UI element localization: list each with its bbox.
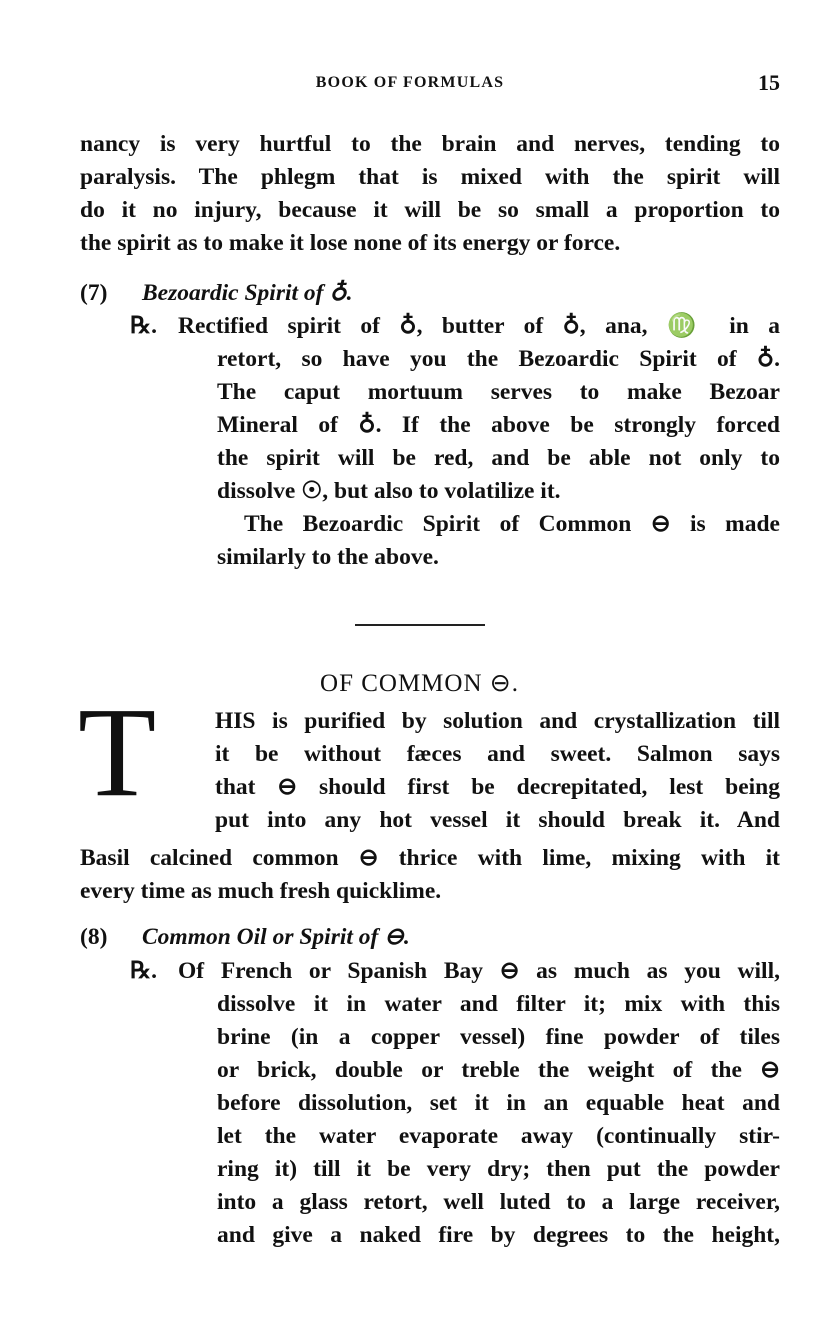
section-divider (355, 624, 485, 626)
recipe-7-heading (80, 278, 352, 307)
text-line: it be without fæces and sweet. Salmon says (215, 741, 780, 767)
text-line: brine (in a copper vessel) fine powder of tiles (217, 1024, 780, 1050)
page-number: 15 (758, 70, 780, 95)
recipe-number: (8) (80, 924, 108, 950)
text-line: Mineral of ♁. If the above be strongly forced (217, 412, 780, 438)
recipe-8-body (217, 988, 780, 1252)
section-intro (215, 705, 780, 837)
section-title: OF COMMON ⊖. (320, 670, 519, 697)
text-line: paralysis. The phlegm that is mixed with the spirit will (80, 164, 780, 190)
text-line: do it no injury, because it will be so small a proportion to (80, 197, 780, 223)
text-line: nancy is very hurtful to the brain and nerves, tending to (80, 131, 780, 157)
text-line: Basil calcined common ⊖ thrice with lime, mixing with it (80, 845, 780, 871)
text-line: every time as much fresh quicklime. (80, 878, 442, 904)
text-line: put into any hot vessel it should break it. And (215, 807, 780, 833)
text-line: Of French or Spanish Bay ⊖ as much as you will, (178, 958, 780, 984)
text-line: and give a naked fire by degrees to the height, (217, 1222, 780, 1248)
text-line: the spirit as to make it lose none of its energy or force. (80, 230, 621, 256)
section-paragraph (80, 842, 780, 908)
text-line: similarly to the above. (217, 544, 439, 570)
recipe-title: Bezoardic Spirit of ♁. (142, 280, 353, 306)
continuation-paragraph (80, 128, 780, 260)
text-line: The caput mortuum serves to make Bezoar (217, 379, 780, 405)
recipe-symbol: ℞. (130, 313, 157, 339)
recipe-8-first-line (130, 955, 780, 988)
running-head (80, 70, 780, 100)
text-line: before dissolution, set it in an equable heat and (217, 1090, 780, 1116)
text-line: that ⊖ should first be decrepitated, lest being (215, 774, 780, 800)
text-line: retort, so have you the Bezoardic Spirit of ♁. (217, 346, 780, 372)
recipe-8-heading (80, 922, 410, 951)
recipe-7-first-line (130, 310, 780, 343)
text-line: dissolve it in water and filter it; mix with this (217, 991, 780, 1017)
text-line: let the water evaporate away (continually stir- (217, 1123, 780, 1149)
recipe-title: Common Oil or Spirit of ⊖. (142, 924, 410, 950)
text-line: ring it) till it be very dry; then put the powder (217, 1156, 780, 1182)
text-line: Rectified spirit of ♁, butter of ♁, ana, ♍ in a (178, 313, 780, 339)
text-line: into a glass retort, well luted to a large receiver, (217, 1189, 780, 1215)
text-line: HIS is purified by solution and crystallization till (215, 708, 780, 734)
drop-cap: T (78, 681, 157, 823)
text-line: dissolve ☉, but also to volatilize it. (217, 478, 561, 504)
text-line: the spirit will be red, and be able not only to (217, 445, 780, 471)
recipe-7-body (217, 343, 780, 574)
text-line: The Bezoardic Spirit of Common ⊖ is made (244, 511, 780, 537)
recipe-symbol: ℞. (130, 958, 157, 984)
text-line: or brick, double or treble the weight of the ⊖ (217, 1057, 780, 1083)
running-title: BOOK OF FORMULAS (315, 74, 505, 91)
recipe-number: (7) (80, 280, 108, 306)
